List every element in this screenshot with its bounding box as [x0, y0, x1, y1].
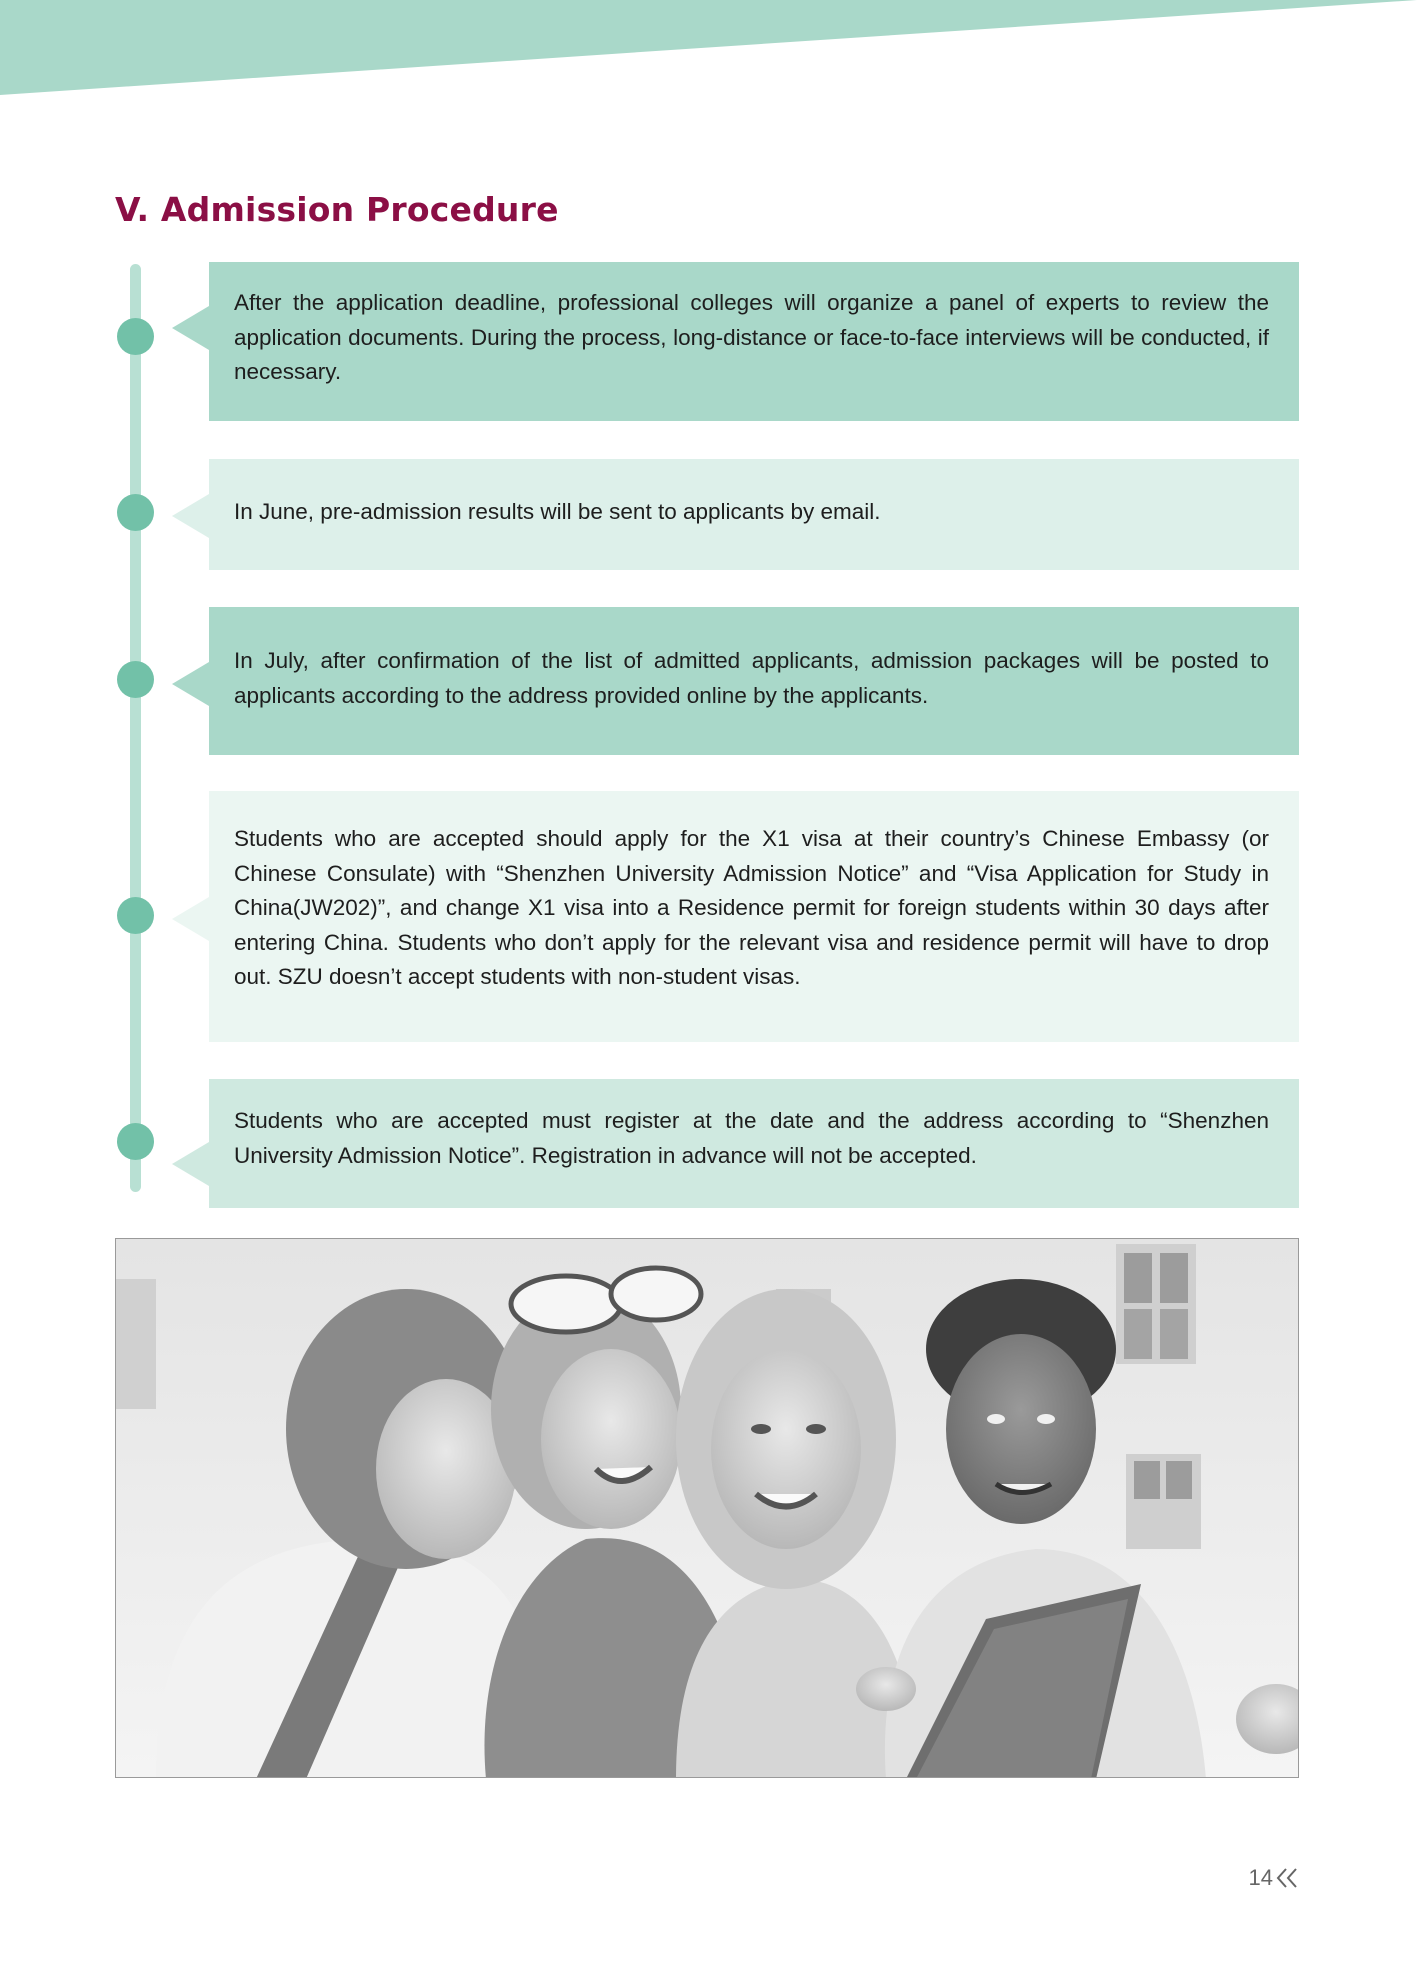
timeline-dot-3 [117, 661, 154, 698]
step-text-4: Students who are accepted should apply for the X1 visa at their country’s Chinese Embassy (or Chinese Consulate) with “Shenzhen University Admission Notice” and “Visa Application for Study in China(JW202)”, and change X1 visa into a Residence permit for foreign students within 30 days after entering China. Students who don’t apply for the relevant visa and residence permit will have to drop out. SZU doesn’t accept students with non-student visas. [234, 826, 1269, 989]
step-card-3 [209, 607, 1299, 755]
timeline-line [130, 264, 141, 1192]
timeline-dot-5 [117, 1123, 154, 1160]
page-number-text: 14 [1248, 1865, 1273, 1890]
students-photo [115, 1238, 1299, 1778]
step-card-4 [209, 791, 1299, 1042]
step-text-5: Students who are accepted must register at the date and the address according to “Shenzhen University Admission Notice”. Registration in advance will not be accepted. [234, 1108, 1269, 1168]
page-number [1249, 1865, 1299, 1891]
step-text-3: In July, after confirmation of the list of admitted applicants, admission packages will be posted to applicants according to the address provided online by the applicants. [234, 648, 1269, 708]
timeline-dot-2 [117, 494, 154, 531]
step-card-2 [209, 459, 1299, 570]
section-title: V. Admission Procedure [115, 190, 559, 229]
double-chevron-left-icon [1275, 1867, 1299, 1889]
top-banner [0, 0, 1417, 100]
step-card-1 [209, 262, 1299, 421]
students-photo-illustration [116, 1239, 1299, 1778]
timeline-dot-1 [117, 318, 154, 355]
step-text-2: In June, pre-admission results will be sent to applicants by email. [234, 499, 881, 524]
step-text-1: After the application deadline, professional colleges will organize a panel of experts to review the application documents. During the process, long-distance or face-to-face interviews will be conducted, if necessary. [234, 290, 1269, 384]
timeline-dot-4 [117, 897, 154, 934]
step-card-5 [209, 1079, 1299, 1208]
